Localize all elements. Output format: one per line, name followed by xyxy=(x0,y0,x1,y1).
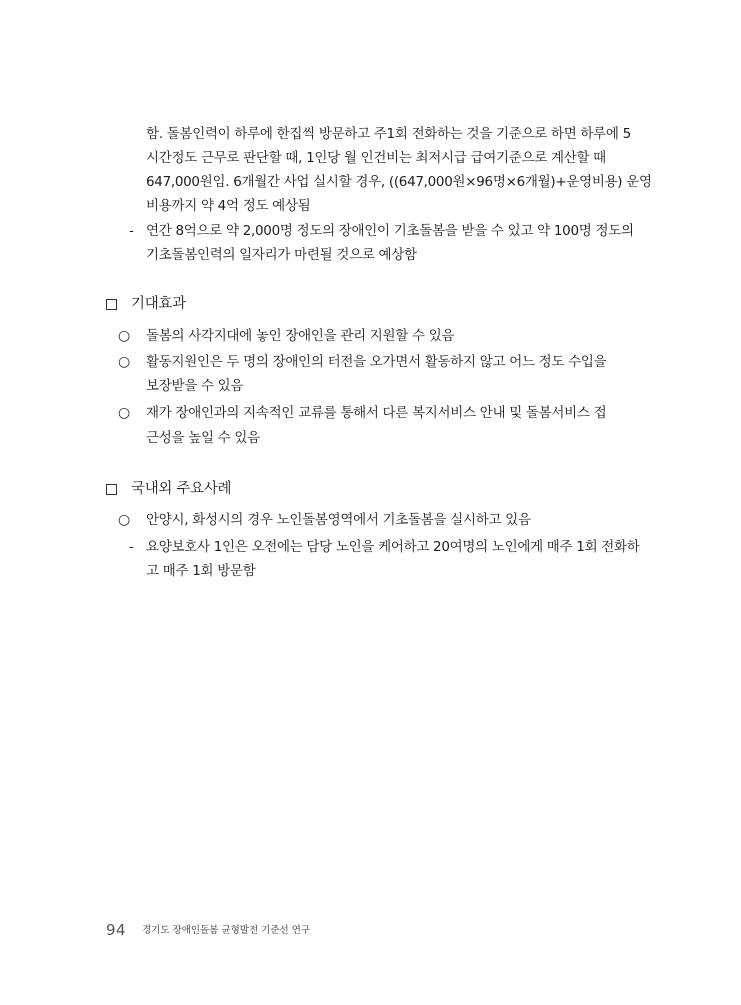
intro-line-3: 647,000원임. 6개월간 사업 실시할 경우, ((647,000원×96명×6개월)+운영비용) 운영 xyxy=(146,174,652,190)
case-item-1: 안양시, 화성시의 경우 노인돌봄영역에서 기초돌봄을 실시하고 있음 xyxy=(146,512,531,528)
intro-line-4: 비용까지 약 4억 정도 예상됨 xyxy=(146,198,311,214)
circle-bullet-icon: ○ xyxy=(118,512,131,528)
case-dash-line-1: 요양보호사 1인은 오전에는 담당 노인을 케어하고 20여명의 노인에게 매주 1회 전화하 xyxy=(146,539,640,555)
section-checkbox-icon xyxy=(106,299,117,310)
footer-title: 경기도 장애인돌봄 균형발전 기준선 연구 xyxy=(142,925,311,936)
effect-item-3-line-1: 재가 장애인과의 지속적인 교류를 통해서 다른 복지서비스 안내 및 돌봄서비스 접 xyxy=(146,405,607,421)
page-number: 94 xyxy=(106,921,127,939)
dash-item-1-line-2: 기초돌봄인력의 일자리가 마련될 것으로 예상함 xyxy=(146,247,417,263)
dash-item-1-line-1: 연간 8억으로 약 2,000명 정도의 장애인이 기초돌봄을 받을 수 있고 약 100명 정도의 xyxy=(146,223,634,239)
circle-bullet-icon: ○ xyxy=(118,405,131,421)
effect-item-3-line-2: 근성을 높일 수 있음 xyxy=(146,430,260,446)
case-dash-line-2: 고 매주 1회 방문함 xyxy=(146,563,256,579)
section-checkbox-icon xyxy=(106,484,117,495)
section-heading-domestic-cases: 국내외 주요사례 xyxy=(131,481,232,497)
dash-marker: - xyxy=(129,223,134,239)
intro-line-2: 시간정도 근무로 판단할 때, 1인당 월 인건비는 최저시급 급여기준으로 계산할 때 xyxy=(146,150,606,166)
section-heading-expected-effects: 기대효과 xyxy=(131,296,186,312)
circle-bullet-icon: ○ xyxy=(118,354,131,370)
circle-bullet-icon: ○ xyxy=(118,328,131,344)
effect-item-2-line-2: 보장받을 수 있음 xyxy=(146,378,244,394)
dash-marker: - xyxy=(129,539,134,555)
intro-line-1: 함. 돌봄인력이 하루에 한집씩 방문하고 주1회 전화하는 것을 기준으로 하면 하루에 5 xyxy=(146,126,631,142)
effect-item-2-line-1: 활동지원인은 두 명의 장애인의 터전을 오가면서 활동하지 않고 어느 정도 수입을 xyxy=(146,354,607,370)
effect-item-1: 돌봄의 사각지대에 놓인 장애인을 관리 지원할 수 있음 xyxy=(146,328,455,344)
